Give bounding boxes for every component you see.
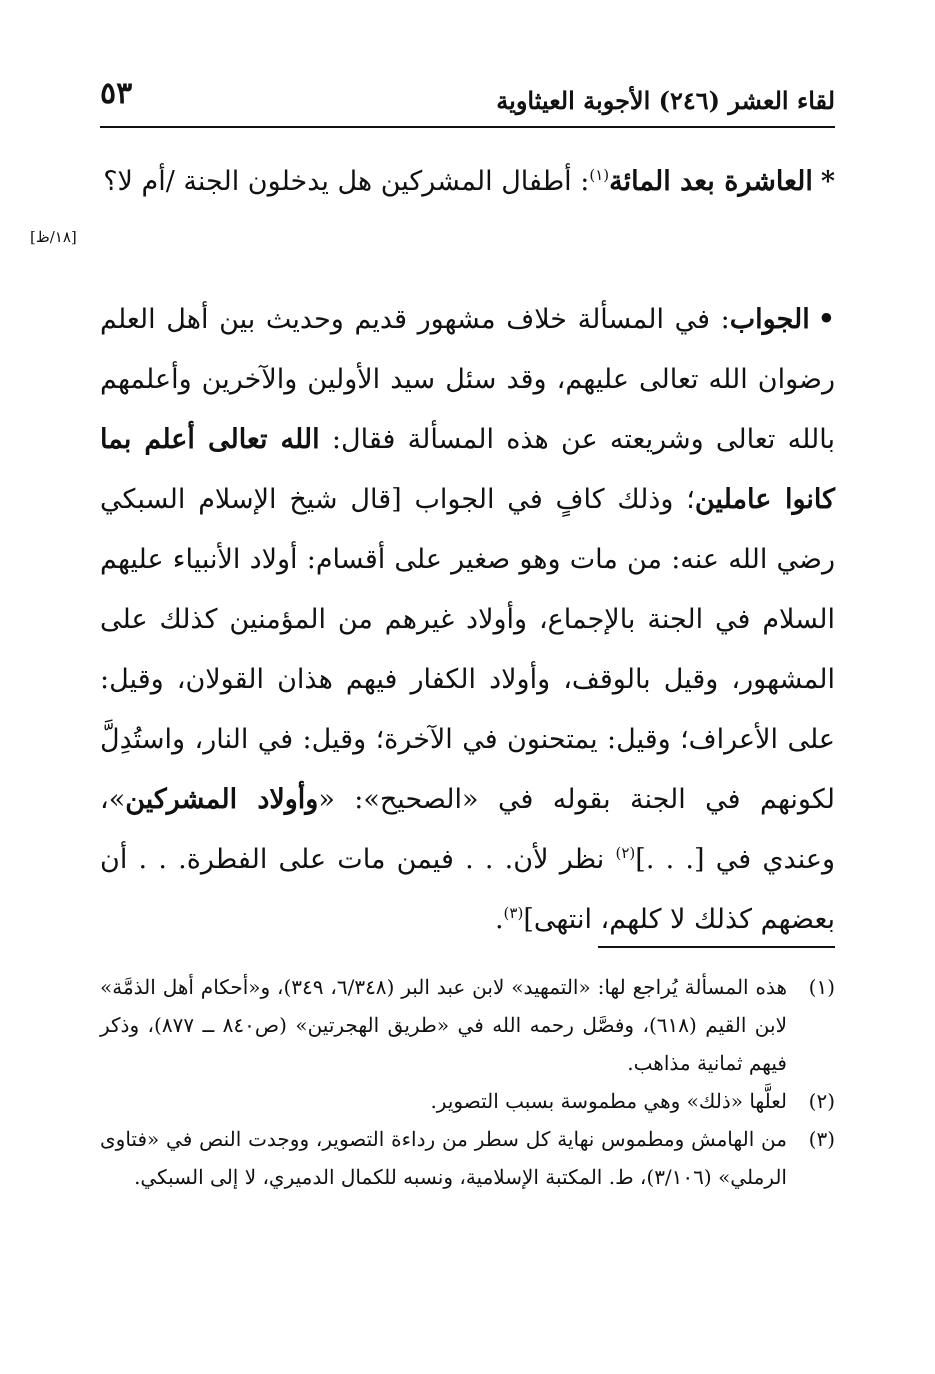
footnote-number: (٣) bbox=[808, 1127, 835, 1151]
footnote-text: من الهامش ومطموس نهاية كل سطر من رداءة التصوير، ووجدت النص في «فتاوى الرملي» (٣/١٠٦)، ط. المكتبة الإسلامية، ونسبه للكمال الدميري، لا إلى السبكي. bbox=[100, 1127, 787, 1189]
hadith-quote: الله تعالى أعلم بما كانوا عاملين bbox=[100, 424, 835, 515]
question-paragraph bbox=[100, 152, 835, 212]
footnote-2 bbox=[100, 1082, 835, 1120]
footnote-number: (١) bbox=[808, 975, 835, 999]
footnote-text: هذه المسألة يُراجع لها: «التمهيد» لابن عبد البر (٦/٣٤٨، ٣٤٩)، و«أحكام أهل الذمَّة» لابن القيم (٦١٨)، وفصَّل رحمه الله في «طريق الهجرتين» (ص٨٤٠ ــ ٨٧٧)، وذكر فيهم ثمانية مذاهب. bbox=[100, 975, 788, 1075]
answer-text-3: »، وعندي في [. . .] bbox=[100, 784, 835, 875]
running-title: لقاء العشر (٢٤٦) الأجوبة العيثاوية bbox=[496, 86, 835, 115]
answer-text-4: نظر لأن. . . فيمن مات على الفطرة. . . أن بعضهم كذلك لا كلهم، انتهى] bbox=[100, 844, 835, 935]
page-header bbox=[100, 70, 835, 128]
footnote-number: (٢) bbox=[808, 1089, 835, 1113]
answer-paragraph bbox=[100, 290, 835, 950]
question-text: : أطفال المشركين هل يدخلون الجنة /أم لا؟ bbox=[103, 166, 590, 197]
footnotes bbox=[100, 968, 835, 1196]
footnote-ref-3: (٣) bbox=[503, 904, 524, 922]
answer-heading: الجواب bbox=[729, 304, 810, 335]
answer-end: . bbox=[494, 904, 504, 935]
footnote-3 bbox=[100, 1120, 835, 1196]
answer-text-2: ؛ وذلك كافٍ في الجواب [قال شيخ الإسلام السبكي رضي الله عنه: من مات وهو صغير على أقسام: أولاد الأنبياء عليهم السلام في الجنة بالإجماع، وأولاد غيرهم من المؤمنين كذلك على المشهور، وقيل بالوقف، وأولاد الكفار فيهم هذان القولان، وقيل: على الأعراف؛ وقيل: يمتحنون في الآخرة؛ وقيل: في النار، واستُدِلَّ لكونهم في الجنة بقوله في «الصحيح»: « bbox=[100, 484, 835, 815]
page-number: ٥٣ bbox=[100, 76, 133, 111]
answer-text-1: : في المسألة خلاف مشهور قديم وحديث بين أهل العلم رضوان الله تعالى عليهم، وقد سئل سيد الأولين والآخرين وأعلمهم بالله تعالى وشريعته عن هذه المسألة فقال: bbox=[100, 304, 835, 455]
question-marker: * bbox=[820, 166, 835, 197]
footnote-text: لعلَّها «ذلك» وهي مطموسة بسبب التصوير. bbox=[430, 1089, 787, 1113]
footnote-separator bbox=[598, 946, 835, 948]
footnote-1 bbox=[100, 968, 835, 1082]
footnote-ref-1: (١) bbox=[589, 166, 610, 184]
footnote-ref-2: (٢) bbox=[615, 844, 636, 862]
manuscript-folio-ref: [١٨/ظ] bbox=[30, 228, 77, 246]
hadith-phrase: وأولاد المشركين bbox=[125, 784, 319, 815]
answer-marker: • bbox=[817, 304, 835, 335]
question-heading: العاشرة بعد المائة bbox=[609, 166, 813, 197]
